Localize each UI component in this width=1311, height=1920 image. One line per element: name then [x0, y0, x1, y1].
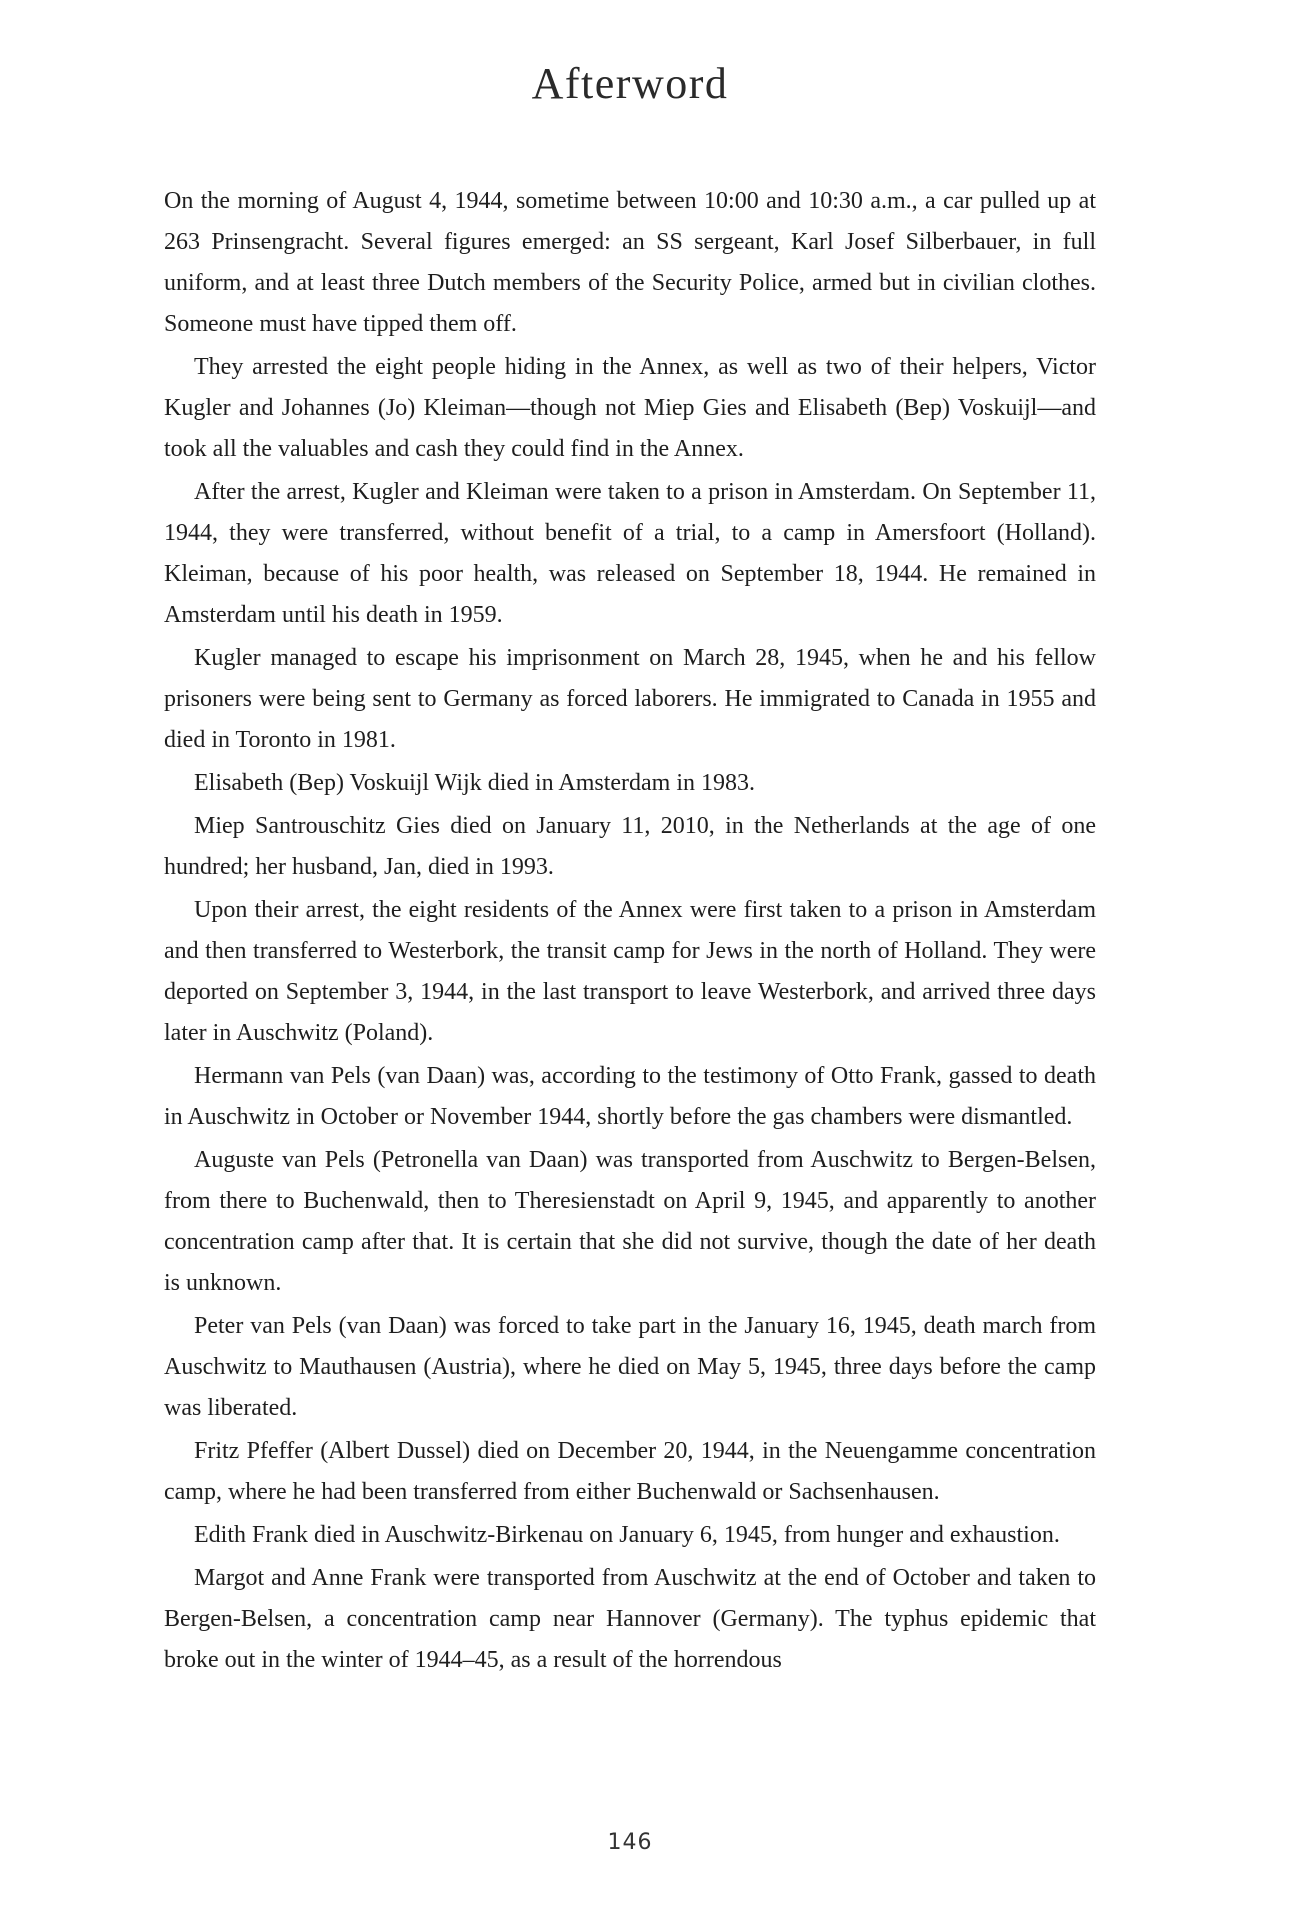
paragraph: Fritz Pfeffer (Albert Dussel) died on December 20, 1944, in the Neuengamme concentration camp, where he had been transferred from either Buchenwald or Sachsenhausen.: [164, 1438, 1096, 1505]
paragraph: After the arrest, Kugler and Kleiman were taken to a prison in Amsterdam. On September 11, 1944, they were transferred, without benefit of a trial, to a camp in Amersfoort (Holland). Kleiman, because of his poor health, was released on September 18, 1944. He remained in Amsterdam until his death in 1959.: [164, 479, 1096, 628]
paragraph: Upon their arrest, the eight residents of the Annex were first taken to a prison in Amsterdam and then transferred to Westerbork, the transit camp for Jews in the north of Holland. They were deported on September 3, 1944, in the last transport to leave Westerbork, and arrived three days later in Auschwitz (Poland).: [164, 897, 1096, 1046]
paragraph: Kugler managed to escape his imprisonment on March 28, 1945, when he and his fellow prisoners were being sent to Germany as forced laborers. He immigrated to Canada in 1955 and died in Toronto in 1981.: [164, 645, 1096, 753]
paragraph: Elisabeth (Bep) Voskuijl Wijk died in Amsterdam in 1983.: [194, 770, 755, 796]
paragraph: Edith Frank died in Auschwitz-Birkenau on January 6, 1945, from hunger and exhaustion.: [194, 1522, 1060, 1548]
chapter-title: Afterword: [531, 59, 729, 108]
paragraph: Hermann van Pels (van Daan) was, according to the testimony of Otto Frank, gassed to death in Auschwitz in October or November 1944, shortly before the gas chambers were dismantled.: [164, 1063, 1096, 1130]
page-number: 146: [607, 1830, 653, 1855]
paragraph: On the morning of August 4, 1944, sometime between 10:00 and 10:30 a.m., a car pulled up at 263 Prinsengracht. Several figures emerged: an SS sergeant, Karl Josef Silberbauer, in full uniform, and at least three Dutch members of the Security Police, armed but in civilian clothes. Someone must have tipped them off.: [164, 188, 1096, 337]
paragraph: They arrested the eight people hiding in the Annex, as well as two of their helpers, Victor Kugler and Johannes (Jo) Kleiman—though not Miep Gies and Elisabeth (Bep) Voskuijl—and took all the valuables and cash they could find in the Annex.: [164, 354, 1096, 462]
body-text: [164, 181, 1096, 1683]
paragraph: Peter van Pels (van Daan) was forced to take part in the January 16, 1945, death march from Auschwitz to Mauthausen (Austria), where he died on May 5, 1945, three days before the camp was liberated.: [164, 1313, 1096, 1421]
paragraph: Margot and Anne Frank were transported from Auschwitz at the end of October and taken to Bergen-Belsen, a concentration camp near Hannover (Germany). The typhus epidemic that broke out in the winter of 1944–45, as a result of the horrendous: [164, 1565, 1096, 1673]
paragraph: Miep Santrouschitz Gies died on January 11, 2010, in the Netherlands at the age of one hundred; her husband, Jan, died in 1993.: [164, 813, 1096, 880]
paragraph: Auguste van Pels (Petronella van Daan) was transported from Auschwitz to Bergen-Belsen, from there to Buchenwald, then to Theresienstadt on April 9, 1945, and apparently to another concentration camp after that. It is certain that she did not survive, though the date of her death is unknown.: [164, 1147, 1096, 1296]
